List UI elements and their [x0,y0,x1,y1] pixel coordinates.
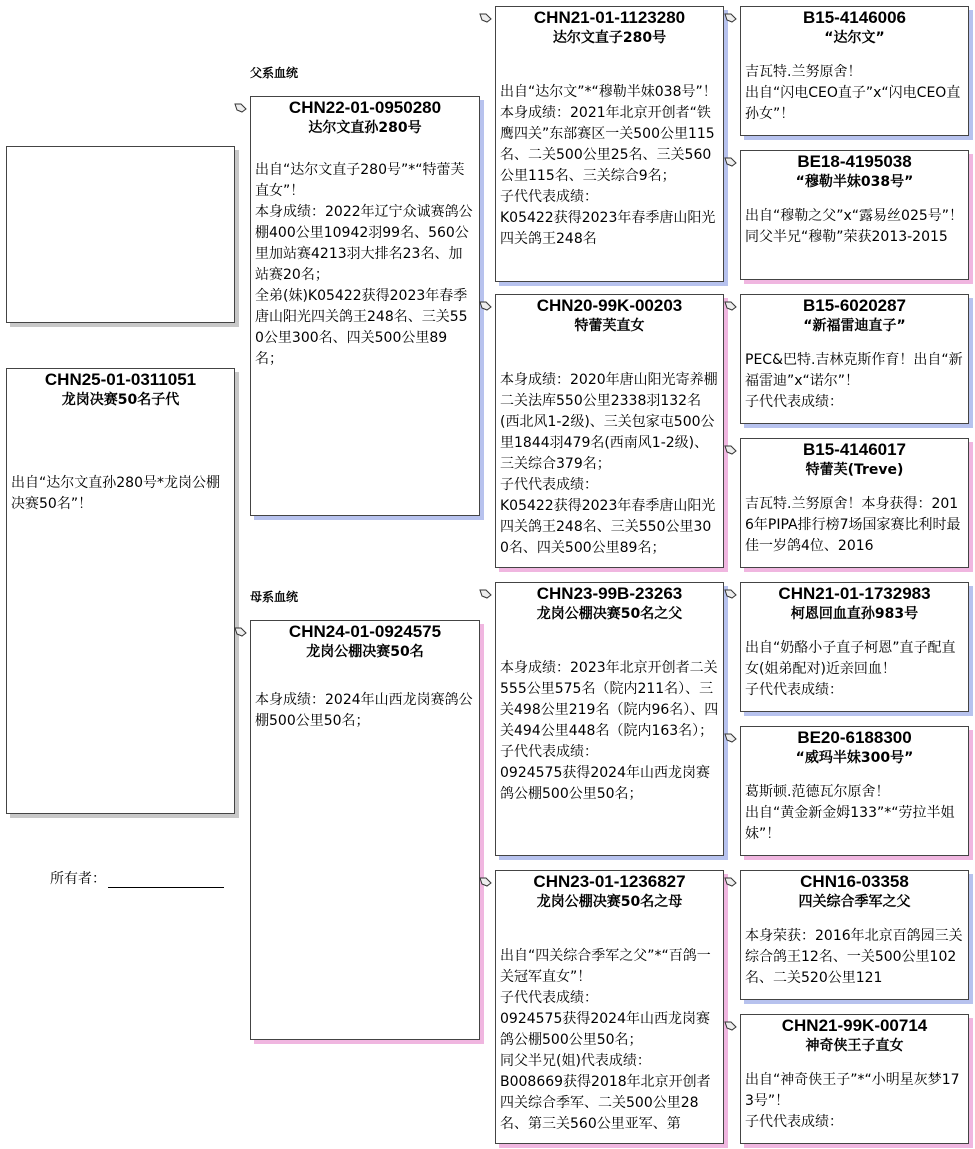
sire-dam-name: 特蕾芙直女 [574,318,645,334]
sire-sire-dam-name: “穆勒半妹038号” [795,174,914,190]
sire-ring-number: CHN22-01-0950280 [288,98,442,117]
sire-dam-card [495,294,724,568]
dam-sire-dam-name: “威玛半妹300号” [795,750,914,766]
dam-dam-dam-ring-number: CHN21-99K-00714 [781,1016,928,1035]
sire-sire-sire-card [740,6,969,136]
subject-name: 龙岗决赛50名子代 [61,392,180,408]
dam-dam-name: 龙岗公棚决赛50名之母 [536,894,683,910]
dam-dam-sire-name: 四关综合季军之父 [798,894,911,910]
owner-label: 所有者： [50,871,106,887]
sire-sire-name: 达尔文直子280号 [552,30,667,46]
dam-sire-card [495,582,724,856]
pointer-hand-icon [724,728,738,740]
sire-sire-dam-card [740,150,969,280]
sire-dam-sire-card [740,294,969,424]
sire-dam-ring-number: CHN20-99K-00203 [536,296,683,315]
dam-dam-sire-description: 本身荣获：2016年北京百鸽园三关综合鸽王12名、一关500公里102名、二关520公里121 [745,928,963,986]
dam-sire-sire-card [740,582,969,712]
pointer-hand-icon [479,8,493,20]
dam-dam-dam-card [740,1014,969,1144]
sire-sire-description: 出自“达尔文”*“穆勒半妹038号”！ 本身成绩：2021年北京开创者“铁鹰四关”东部赛区一关500公里115名、二关500公里25名、三关560公里115名、三关综合9名； 子代代表成绩： K05422获得2023年春季唐山阳光四关鸽王248名 [500,84,717,247]
dam-dam-description: 出自“四关综合季军之父”*“百鸽一关冠军直女”！ 子代代表成绩： 0924575获得2024年山西龙岗赛鸽公棚500公里50名； 同父半兄(姐)代表成绩： B008669获得2018年北京开创者四关综合季军、二关500公里28名、第三关560公里亚军、第 [500,948,711,1132]
dam-sire-sire-ring-number: CHN21-01-1732983 [778,584,931,603]
pointer-hand-icon [479,584,493,596]
sire-sire-dam-ring-number: BE18-4195038 [797,152,912,171]
sire-dam-dam-card [740,438,969,568]
pointer-hand-icon [234,98,248,110]
dam-ring-number: CHN24-01-0924575 [288,622,442,641]
subject-ring-number: CHN25-01-0311051 [44,370,197,389]
dam-sire-sire-description: 出自“奶酪小子直子柯恩”直子配直女(姐弟配对)近亲回血！ 子代代表成绩： [745,640,956,698]
sire-sire-sire-description: 吉瓦特.兰努原舍！ 出自“闪电CEO直子”x“闪电CEO直孙女”！ [745,64,961,122]
dam-dam-sire-ring-number: CHN16-03358 [800,872,909,891]
dam-dam-card [495,870,724,1144]
sire-name: 达尔文直孙280号 [308,120,422,136]
sire-sire-ring-number: CHN21-01-1123280 [533,8,686,27]
sire-line-label: 父系血统 [250,66,299,80]
sire-dam-dam-ring-number: B15-4146017 [802,440,907,459]
pointer-hand-icon [724,152,738,164]
dam-line-label: 母系血统 [250,590,299,604]
dam-sire-dam-ring-number: BE20-6188300 [797,728,912,747]
dam-name: 龙岗公棚决赛50名 [306,644,424,660]
dam-sire-dam-card [740,726,969,856]
pointer-hand-icon [724,872,738,884]
dam-sire-description: 本身成绩：2023年北京开创者二关555公里575名（院内211名）、三关498公里219名（院内96名）、四关494公里448名（院内163名）； 子代代表成绩： 0924575获得2024年山西龙岗赛鸽公棚500公里50名； [500,660,719,802]
dam-sire-name: 龙岗公棚决赛50名之父 [536,606,683,622]
photo-placeholder [6,146,235,323]
subject-description: 出自“达尔文直孙280号*龙岗公棚决赛50名”！ [11,475,220,512]
sire-dam-description: 本身成绩：2020年唐山阳光寄养棚二关法库550公里2338羽132名(西北风1-2级)、三关包家屯500公里1844羽479名(西南风1-2级)、三关综合379名； 子代代表成绩： K05422获得2023年春季唐山阳光四关鸽王248名、三关550公里300名、四关500公里89名； [500,372,718,556]
dam-dam-dam-name: 神奇侠王子直女 [805,1038,904,1054]
dam-sire-ring-number: CHN23-99B-23263 [536,584,683,603]
sire-dam-sire-description: PEC&巴特.吉林克斯作育！出自“新福雷迪”x“诺尔”！ 子代代表成绩： [745,352,963,410]
pointer-hand-icon [724,8,738,20]
owner-blank-line [108,870,224,888]
sire-dam-sire-name: “新福雷迪直子” [803,318,906,334]
dam-dam-dam-description: 出自“神奇侠王子”*“小明星灰梦173号”！ 子代代表成绩： [745,1072,960,1130]
sire-dam-dam-name: 特蕾芙(Treve) [805,462,904,478]
pointer-hand-icon [234,622,248,634]
pointer-hand-icon [724,584,738,596]
sire-dam-sire-ring-number: B15-6020287 [802,296,907,315]
pointer-hand-icon [479,872,493,884]
sire-sire-sire-ring-number: B15-4146006 [802,8,907,27]
sire-sire-card [495,6,724,282]
sire-dam-dam-description: 吉瓦特.兰努原舍！本身获得：2016年PIPA排行榜7场国家赛比利时最佳一岁鸽4位、2016 [745,496,961,554]
dam-sire-sire-name: 柯恩回血直孙983号 [790,606,919,622]
pointer-hand-icon [479,296,493,308]
dam-dam-sire-card [740,870,969,1000]
subject-card [6,368,235,814]
dam-dam-ring-number: CHN23-01-1236827 [533,872,686,891]
dam-sire-dam-description: 葛斯顿.范德瓦尔原舍！ 出自“黄金新金姆133”*“劳拉半姐妹”！ [745,784,955,842]
dam-description: 本身成绩：2024年山西龙岗赛鸽公棚500公里50名； [255,692,473,729]
sire-sire-dam-description: 出自“穆勒之父”x“露易丝025号”！ 同父半兄“穆勒”荣获2013-2015 [745,208,964,245]
sire-card [250,96,480,516]
dam-card [250,620,480,1040]
pointer-hand-icon [724,1016,738,1028]
sire-sire-sire-name: “达尔文” [824,30,885,46]
owner-field [50,868,224,888]
pointer-hand-icon [724,296,738,308]
sire-description: 出自“达尔文直子280号”*“特蕾芙直女”！ 本身成绩：2022年辽宁众诚赛鸽公棚400公里10942羽99名、560公里加站赛4213羽大排名23名、加站赛20名； 全弟(妹)K05422获得2023年春季唐山阳光四关鸽王248名、三关550公里300名、四关500公里89名； [255,162,473,367]
pointer-hand-icon [724,440,738,452]
